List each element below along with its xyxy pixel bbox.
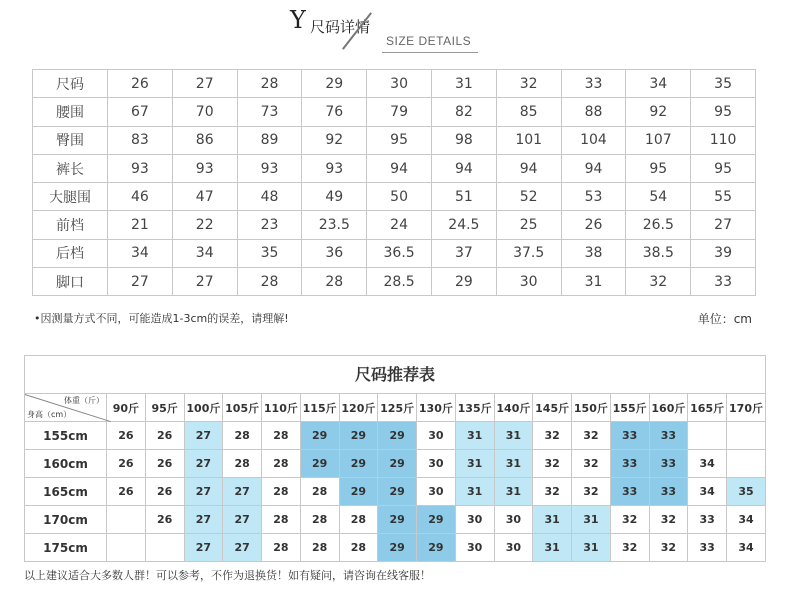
recommended-size-cell: 29 <box>378 534 417 562</box>
row-label: 腰围 <box>33 98 108 126</box>
recommended-size-cell: 28 <box>300 478 339 506</box>
table-cell: 38 <box>561 239 626 267</box>
recommended-size-cell: 27 <box>223 506 262 534</box>
table-cell: 95 <box>626 154 691 182</box>
weight-column-header: 130斤 <box>417 394 456 422</box>
table-cell: 34 <box>108 239 173 267</box>
weight-column-header: 95斤 <box>145 394 184 422</box>
recommended-size-cell <box>688 422 727 450</box>
recommended-size-cell: 27 <box>184 506 223 534</box>
recommended-size-cell: 32 <box>610 534 649 562</box>
recommended-size-cell: 34 <box>688 478 727 506</box>
height-row-label: 165cm <box>25 478 107 506</box>
recommended-size-cell: 31 <box>572 506 611 534</box>
recommended-size-cell: 33 <box>688 506 727 534</box>
recommended-size-cell: 29 <box>417 506 456 534</box>
table-cell: 107 <box>626 126 691 154</box>
weight-column-header: 110斤 <box>262 394 301 422</box>
table-cell: 94 <box>431 154 496 182</box>
recommended-size-cell: 35 <box>727 478 766 506</box>
recommended-size-cell: 34 <box>727 534 766 562</box>
table-cell: 33 <box>691 268 756 296</box>
recommended-size-cell: 31 <box>494 450 533 478</box>
recommended-size-cell: 29 <box>378 478 417 506</box>
recommended-size-cell: 30 <box>494 534 533 562</box>
recommended-size-cell: 27 <box>184 450 223 478</box>
row-label: 臀围 <box>33 126 108 154</box>
table-cell: 32 <box>496 70 561 98</box>
size-recommendation-section <box>24 355 766 562</box>
weight-column-header: 165斤 <box>688 394 727 422</box>
recommended-size-cell: 30 <box>494 506 533 534</box>
recommended-size-cell: 27 <box>223 478 262 506</box>
table-cell: 26.5 <box>626 211 691 239</box>
weight-column-header: 170斤 <box>727 394 766 422</box>
size-details-table <box>32 69 756 296</box>
table-cell: 28 <box>237 70 302 98</box>
table-cell: 28 <box>237 268 302 296</box>
row-label: 前档 <box>33 211 108 239</box>
table-cell: 53 <box>561 183 626 211</box>
table-cell: 34 <box>626 70 691 98</box>
table-cell: 27 <box>172 70 237 98</box>
recommended-size-cell: 26 <box>145 506 184 534</box>
recommended-size-cell: 31 <box>455 450 494 478</box>
recommended-size-cell: 28 <box>339 534 378 562</box>
recommended-size-cell: 28 <box>262 506 301 534</box>
recommended-size-cell: 33 <box>610 422 649 450</box>
recommended-size-cell: 32 <box>572 422 611 450</box>
recommended-size-cell: 31 <box>494 422 533 450</box>
table-cell: 50 <box>367 183 432 211</box>
height-axis-label: 身高（cm） <box>27 410 72 419</box>
recommended-size-cell: 32 <box>533 450 572 478</box>
recommended-size-cell: 29 <box>378 422 417 450</box>
table-row <box>25 534 766 562</box>
table-cell: 36.5 <box>367 239 432 267</box>
table-cell: 26 <box>108 70 173 98</box>
height-row-label: 170cm <box>25 506 107 534</box>
table-cell: 27 <box>691 211 756 239</box>
recommended-size-cell: 29 <box>378 506 417 534</box>
recommended-size-cell <box>107 506 146 534</box>
measurement-note: •因测量方式不同，可能造成1-3cm的误差，请理解! <box>34 312 289 325</box>
unit-note: 单位：cm <box>697 312 752 326</box>
recommended-size-cell: 32 <box>533 478 572 506</box>
recommended-size-cell: 31 <box>572 534 611 562</box>
table-cell: 33 <box>561 70 626 98</box>
table-cell: 95 <box>691 154 756 182</box>
table-cell: 24.5 <box>431 211 496 239</box>
recommended-size-cell: 33 <box>649 422 688 450</box>
recommended-size-cell: 32 <box>610 506 649 534</box>
weight-column-header: 90斤 <box>107 394 146 422</box>
size-recommendation-table <box>24 393 766 562</box>
recommended-size-cell: 30 <box>417 422 456 450</box>
recommended-size-cell: 32 <box>533 422 572 450</box>
weight-axis-label: 体重（斤） <box>64 396 104 405</box>
recommended-size-cell: 29 <box>378 450 417 478</box>
table-cell: 55 <box>691 183 756 211</box>
recommended-size-cell: 26 <box>107 422 146 450</box>
table-corner-header <box>25 394 107 422</box>
recommended-size-cell: 28 <box>262 422 301 450</box>
table-cell: 37 <box>431 239 496 267</box>
table-row <box>33 70 756 98</box>
table-cell: 94 <box>496 154 561 182</box>
recommended-size-cell: 32 <box>572 450 611 478</box>
table-cell: 85 <box>496 98 561 126</box>
table-cell: 83 <box>108 126 173 154</box>
table-cell: 47 <box>172 183 237 211</box>
weight-column-header: 145斤 <box>533 394 572 422</box>
recommended-size-cell: 34 <box>727 506 766 534</box>
table-cell: 30 <box>496 268 561 296</box>
table-cell: 29 <box>302 70 367 98</box>
weight-column-header: 150斤 <box>572 394 611 422</box>
recommended-size-cell: 26 <box>107 478 146 506</box>
recommended-size-cell: 28 <box>300 506 339 534</box>
table-cell: 82 <box>431 98 496 126</box>
height-row-label: 155cm <box>25 422 107 450</box>
recommended-size-cell: 26 <box>145 422 184 450</box>
recommended-size-cell: 28 <box>339 506 378 534</box>
recommended-size-cell: 28 <box>262 534 301 562</box>
recommended-size-cell: 29 <box>417 534 456 562</box>
table-cell: 101 <box>496 126 561 154</box>
weight-column-header: 155斤 <box>610 394 649 422</box>
table-cell: 39 <box>691 239 756 267</box>
recommended-size-cell <box>727 422 766 450</box>
recommended-size-cell: 29 <box>339 478 378 506</box>
table-row <box>25 450 766 478</box>
table-cell: 52 <box>496 183 561 211</box>
table-row <box>25 506 766 534</box>
table-row <box>25 478 766 506</box>
table-cell: 49 <box>302 183 367 211</box>
recommended-size-cell: 30 <box>455 534 494 562</box>
recommended-size-cell: 28 <box>300 534 339 562</box>
recommended-size-cell: 28 <box>223 422 262 450</box>
table-cell: 25 <box>496 211 561 239</box>
weight-column-header: 160斤 <box>649 394 688 422</box>
table-cell: 46 <box>108 183 173 211</box>
header-y-letter: Y <box>290 6 306 34</box>
recommended-size-cell: 29 <box>339 422 378 450</box>
recommended-size-cell: 32 <box>572 478 611 506</box>
table-cell: 34 <box>172 239 237 267</box>
table-cell: 79 <box>367 98 432 126</box>
recommended-size-cell: 31 <box>494 478 533 506</box>
table-cell: 86 <box>172 126 237 154</box>
recommended-size-cell: 28 <box>223 450 262 478</box>
weight-column-header: 120斤 <box>339 394 378 422</box>
table-cell: 36 <box>302 239 367 267</box>
recommended-size-cell: 33 <box>649 450 688 478</box>
recommendation-title: 尺码推荐表 <box>24 355 766 393</box>
recommended-size-cell <box>145 534 184 562</box>
table-cell: 93 <box>302 154 367 182</box>
table-cell: 24 <box>367 211 432 239</box>
recommended-size-cell: 33 <box>688 534 727 562</box>
recommended-size-cell: 33 <box>610 478 649 506</box>
recommended-size-cell: 31 <box>533 506 572 534</box>
table-cell: 93 <box>108 154 173 182</box>
row-label: 后档 <box>33 239 108 267</box>
header-underline <box>382 52 478 53</box>
recommended-size-cell: 27 <box>184 422 223 450</box>
table-cell: 35 <box>691 70 756 98</box>
recommended-size-cell: 27 <box>184 478 223 506</box>
recommended-size-cell <box>107 534 146 562</box>
weight-column-header: 100斤 <box>184 394 223 422</box>
recommended-size-cell: 32 <box>649 506 688 534</box>
table-cell: 38.5 <box>626 239 691 267</box>
table-cell: 32 <box>626 268 691 296</box>
table-cell: 93 <box>237 154 302 182</box>
table-row <box>25 422 766 450</box>
recommended-size-cell: 32 <box>649 534 688 562</box>
table-cell: 92 <box>626 98 691 126</box>
recommended-size-cell: 29 <box>300 450 339 478</box>
weight-column-header: 135斤 <box>455 394 494 422</box>
table-cell: 22 <box>172 211 237 239</box>
table-cell: 67 <box>108 98 173 126</box>
recommended-size-cell: 30 <box>455 506 494 534</box>
table-cell: 31 <box>561 268 626 296</box>
recommended-size-cell: 26 <box>145 450 184 478</box>
footer-note: 以上建议适合大多数人群！可以参考，不作为退换货！如有疑问，请咨询在线客服！ <box>24 569 431 582</box>
recommended-size-cell: 27 <box>223 534 262 562</box>
recommended-size-cell: 26 <box>107 450 146 478</box>
recommended-size-cell: 29 <box>339 450 378 478</box>
table-row <box>33 98 756 126</box>
height-row-label: 160cm <box>25 450 107 478</box>
table-row <box>33 211 756 239</box>
recommended-size-cell: 28 <box>262 478 301 506</box>
table-cell: 26 <box>561 211 626 239</box>
table-cell: 76 <box>302 98 367 126</box>
recommended-size-cell: 33 <box>610 450 649 478</box>
table-cell: 51 <box>431 183 496 211</box>
recommended-size-cell: 28 <box>262 450 301 478</box>
weight-column-header: 125斤 <box>378 394 417 422</box>
table-cell: 110 <box>691 126 756 154</box>
weight-column-header: 105斤 <box>223 394 262 422</box>
table-cell: 28.5 <box>367 268 432 296</box>
table-cell: 35 <box>237 239 302 267</box>
table-row <box>33 268 756 296</box>
table-cell: 93 <box>172 154 237 182</box>
table-cell: 88 <box>561 98 626 126</box>
recommended-size-cell: 27 <box>184 534 223 562</box>
table-cell: 104 <box>561 126 626 154</box>
recommended-size-cell: 31 <box>533 534 572 562</box>
recommended-size-cell: 31 <box>455 478 494 506</box>
table-cell: 23.5 <box>302 211 367 239</box>
table-cell: 27 <box>108 268 173 296</box>
table-cell: 31 <box>431 70 496 98</box>
table-row <box>33 126 756 154</box>
table-cell: 48 <box>237 183 302 211</box>
recommended-size-cell: 30 <box>417 450 456 478</box>
table-row <box>33 183 756 211</box>
row-label: 尺码 <box>33 70 108 98</box>
table-cell: 89 <box>237 126 302 154</box>
table-cell: 30 <box>367 70 432 98</box>
page-subtitle: SIZE DETAILS <box>386 34 472 48</box>
weight-column-header: 115斤 <box>300 394 339 422</box>
table-cell: 27 <box>172 268 237 296</box>
recommended-size-cell: 34 <box>688 450 727 478</box>
row-label: 脚口 <box>33 268 108 296</box>
table-cell: 92 <box>302 126 367 154</box>
table-cell: 37.5 <box>496 239 561 267</box>
recommended-size-cell: 26 <box>145 478 184 506</box>
row-label: 大腿围 <box>33 183 108 211</box>
table-row <box>33 154 756 182</box>
recommended-size-cell: 30 <box>417 478 456 506</box>
height-row-label: 175cm <box>25 534 107 562</box>
table-cell: 28 <box>302 268 367 296</box>
table-cell: 23 <box>237 211 302 239</box>
table-cell: 94 <box>561 154 626 182</box>
page-title: 尺码详情 <box>310 18 371 36</box>
table-row <box>33 239 756 267</box>
recommended-size-cell <box>727 450 766 478</box>
table-cell: 29 <box>431 268 496 296</box>
recommended-size-cell: 33 <box>649 478 688 506</box>
table-cell: 54 <box>626 183 691 211</box>
table-cell: 95 <box>367 126 432 154</box>
section-header <box>0 0 790 60</box>
recommended-size-cell: 29 <box>300 422 339 450</box>
table-cell: 98 <box>431 126 496 154</box>
table-cell: 21 <box>108 211 173 239</box>
table-cell: 94 <box>367 154 432 182</box>
table-cell: 73 <box>237 98 302 126</box>
row-label: 裤长 <box>33 154 108 182</box>
table-cell: 95 <box>691 98 756 126</box>
recommended-size-cell: 31 <box>455 422 494 450</box>
table-cell: 70 <box>172 98 237 126</box>
weight-column-header: 140斤 <box>494 394 533 422</box>
